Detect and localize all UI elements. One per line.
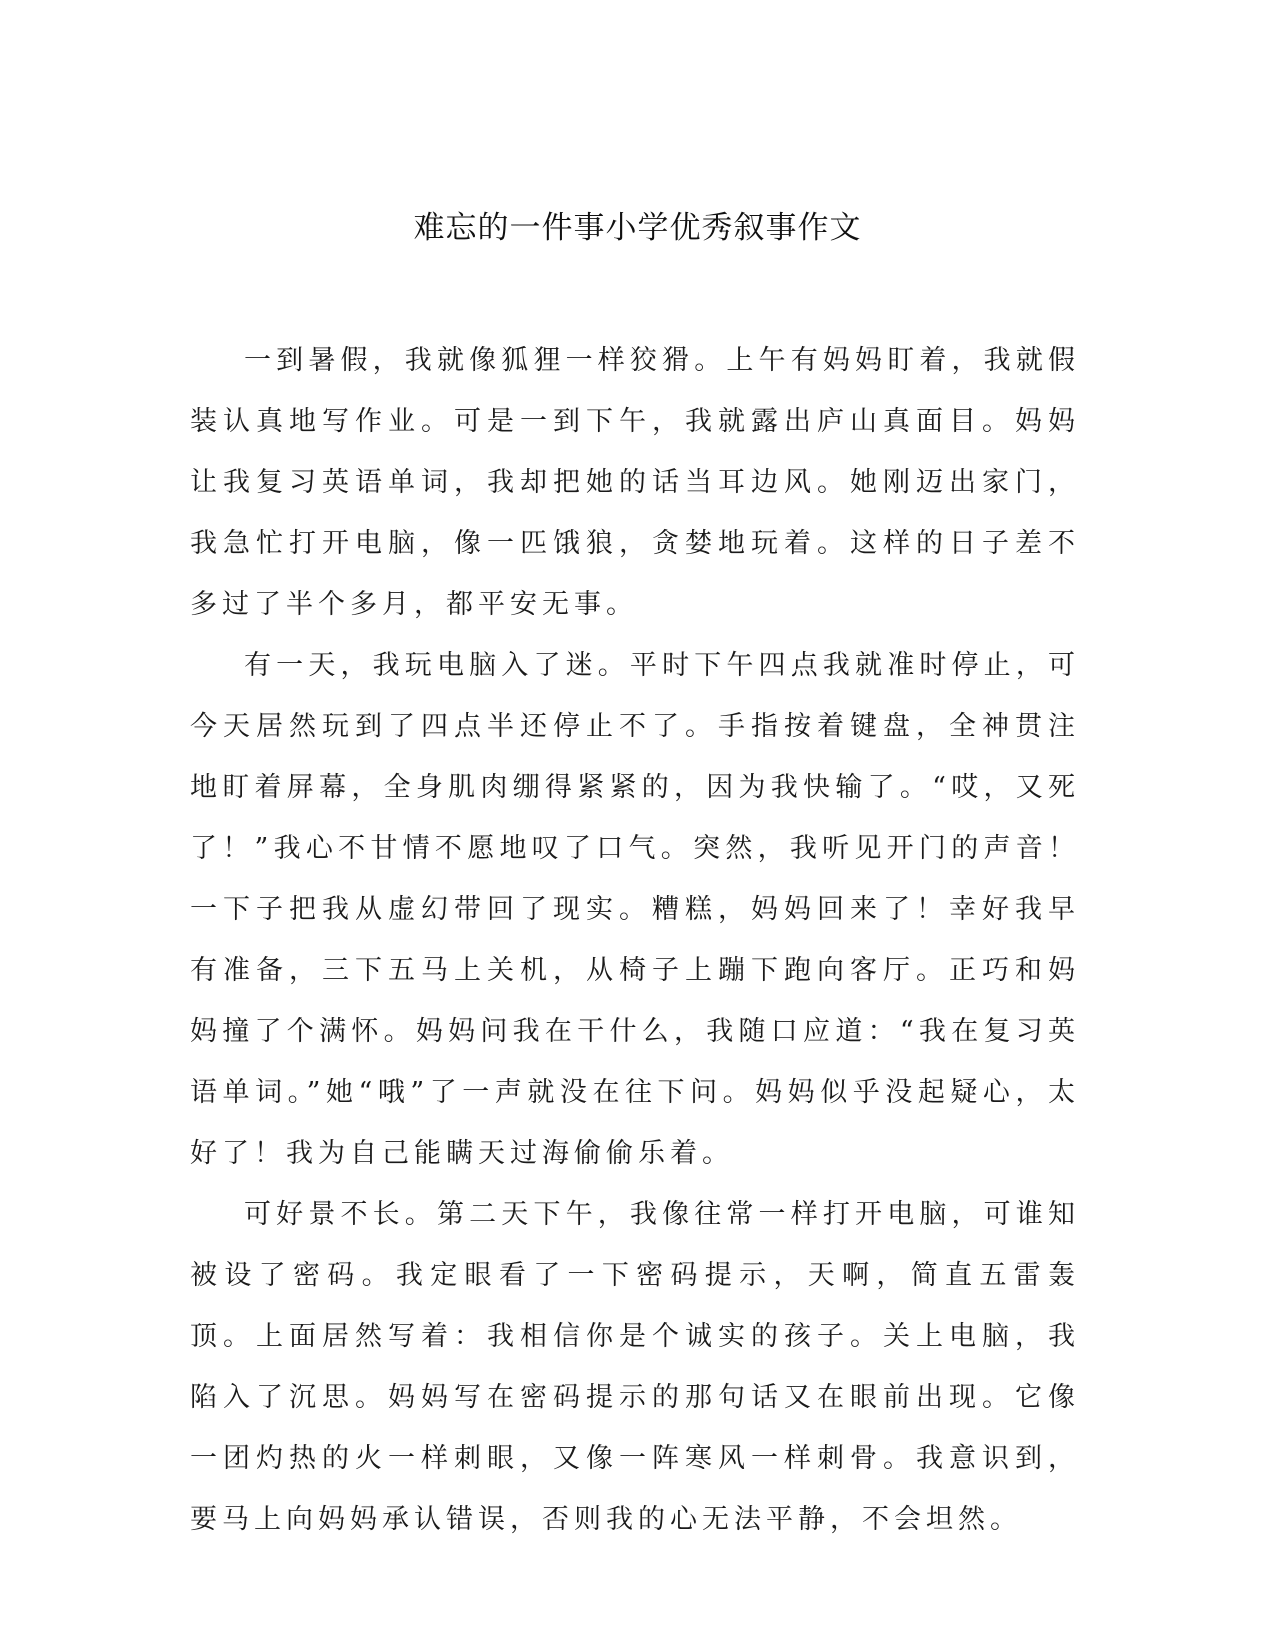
- paragraph-1: 一到暑假，我就像狐狸一样狡猾。上午有妈妈盯着，我就假装认真地写作业。可是一到下午，我就露出庐山真面目。妈妈让我复习英语单词，我却把她的话当耳边风。她刚迈出家门，我急忙打开电脑，像一匹饿狼，贪婪地玩着。这样的日子差不多过了半个多月，都平安无事。: [190, 345, 1080, 620]
- paragraph-3: 可好景不长。第二天下午，我像往常一样打开电脑，可谁知被设了密码。我定眼看了一下密码提示，天啊，简直五雷轰顶。上面居然写着：我相信你是个诚实的孩子。关上电脑，我陷入了沉思。妈妈写在密码提示的那句话又在眼前出现。它像一团灼热的火一样刺眼，又像一阵寒风一样刺骨。我意识到，要马上向妈妈承认错误，否则我的心无法平静，不会坦然。: [190, 1199, 1080, 1535]
- paragraph-2: 有一天，我玩电脑入了迷。平时下午四点我就准时停止，可今天居然玩到了四点半还停止不了。手指按着键盘，全神贯注地盯着屏幕，全身肌肉绷得紧紧的，因为我快输了。“哎，又死了！”我心不甘情不愿地叹了口气。突然，我听见开门的声音！一下子把我从虚幻带回了现实。糟糕，妈妈回来了！幸好我早有准备，三下五马上关机，从椅子上蹦下跑向客厅。正巧和妈妈撞了个满怀。妈妈问我在干什么，我随口应道：“我在复习英语单词。”她“哦”了一声就没在往下问。妈妈似乎没起疑心，太好了！我为自己能瞒天过海偷偷乐着。: [190, 650, 1080, 1169]
- document-body: [190, 330, 1080, 1550]
- document-title: 难忘的一件事小学优秀叙事作文: [413, 210, 862, 246]
